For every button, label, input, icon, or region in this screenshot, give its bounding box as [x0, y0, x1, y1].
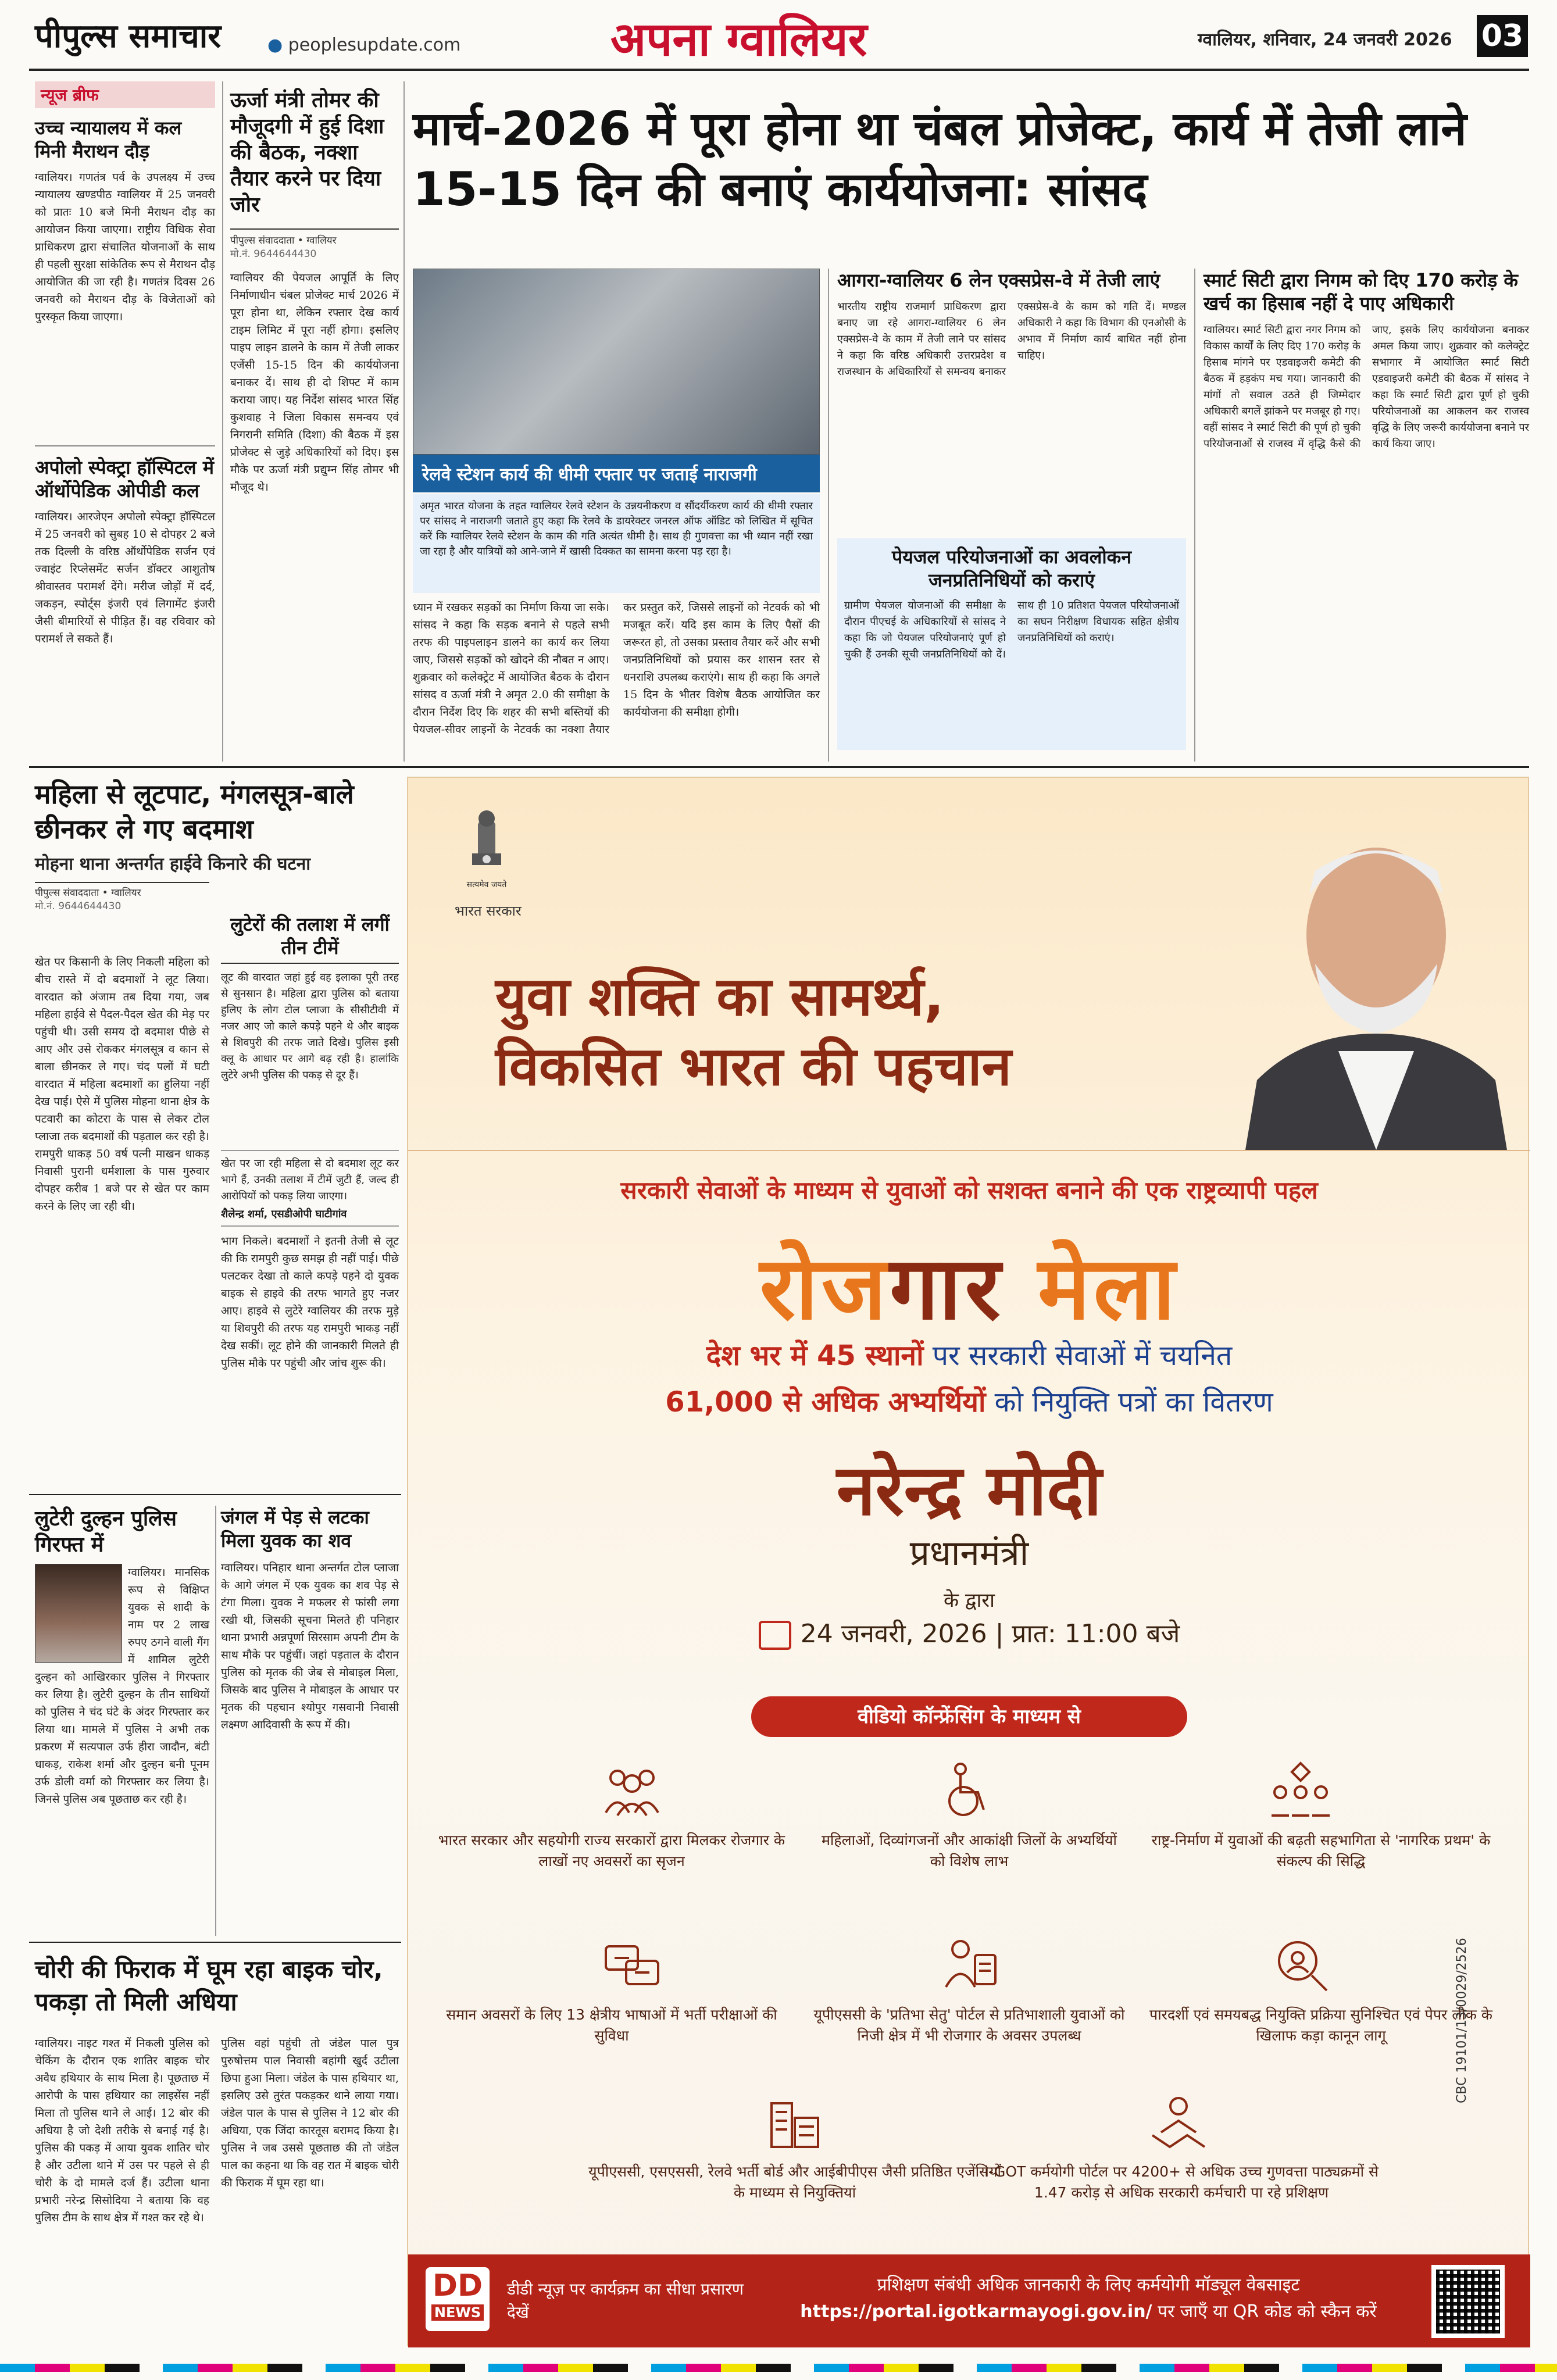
brief-label: न्यूज ब्रीफ [35, 81, 215, 108]
website-link[interactable]: ● peoplesupdate.com [267, 35, 461, 55]
rozgar-mela-title: रोजगार मेला [759, 1238, 1179, 1339]
ad-stat-line-2: 61,000 से अधिक अभ्यर्थियों को नियुक्ति पत्रों का वितरण [665, 1386, 1273, 1418]
bike-headline: चोरी की फिराक में घूम रहा बाइक चोर, पकड़ा तो मिली अधिया [35, 1955, 383, 2016]
agencies-icon [763, 2092, 827, 2150]
forest-body: ग्वालियर। पनिहार थाना अन्तर्गत टोल प्लाजा के आगे जंगल में एक युवक का शव पेड़ से टंगा मिला। युवक ने मफलर से फांसी लगा रखी थी, जिसकी सूचना मिलते ही पनिहार थाना प्रभारी अन्नपूर्णा सिरसाम अपनी टीम के साथ मौके पर पहुंचीं। जहां पड़ताल के दौरान पुलिस को मृतक की जेब से मोबाइल मिला, जिसके बाद पुलिस ने मोबाइल के आधार पर मृतक की पहचान श्योपुर गसवानी निवासी लक्ष्मण आदिवासी के रूप में की। [221, 1561, 399, 1731]
lead-caption-body: अमृत भारत योजना के तहत ग्वालियर रेलवे स्टेशन के उन्नयनीकरण व सौंदर्यीकरण कार्य की धीमी रफ्तार पर सांसद ने नाराजगी जताते हुए कहा कि रेलवे के डायरेक्टर जनरल ऑफ ऑडिट को लिखित में सूचित करें कि ग्वालियर रेलवे स्टेशन के काम की गति अत्यंत धीमी है। साथ ही गुणवत्ता का भी ध्यान नहीं रखा जा रहा है और यात्रियों को आने-जाने में खासी दिक्कत का सामना करना पड़ रहा है। [413, 494, 820, 593]
side-story-headline: ऊर्जा मंत्री तोमर की मौजूदगी में हुई दिशा की बैठक, नक्शा तैयार करने पर दिया जोर [230, 88, 384, 217]
col-divider [222, 81, 223, 762]
side-story [230, 87, 399, 682]
feature-6: पारदर्शी एवं समयबद्ध नियुक्ति प्रक्रिया सुनिश्चित एवं पेपर लीक के खिलाफ कड़ा कानून लागू [1149, 2006, 1492, 2044]
col-divider [403, 81, 405, 762]
expressway-headline: आगरा-ग्वालियर 6 लेन एक्सप्रेस-वे में तेजी लाएं [837, 269, 1160, 291]
pratibha-setu-icon [937, 1935, 1001, 1993]
smart-city-story [1204, 269, 1529, 764]
lead-photo [413, 269, 820, 455]
bike-body: ग्वालियर। नाइट गश्त में निकली पुलिस को चेकिंग के दौरान एक शातिर बाइक चोर अवैध हथियार के साथ मिला है। पूछताछ में आरोपी के पास हथियार का लाइसेंस नहीं मिला तो पुलिस थाने ले आई। 12 बोर की अधिया है जो देशी तरीके से बनाई गई है। पुलिस की पकड़ में आया युवक शातिर चोर है और उटीला थाने में उस पर पहले से ही चोरी के दो मामले दर्ज हैं। उटीला थाना प्रभारी नरेन्द्र सिसोदिया ने बताया कि वह पुलिस टीम के साथ क्षेत्र में गश्त कर रहे थे। [35, 2037, 209, 2224]
ad-stat-line-1: देश भर में 45 स्थानों पर सरकारी सेवाओं में चयनित [706, 1339, 1233, 1372]
water-headline: पेयजल परियोजनाओं का अवलोकन जनप्रतिनिधियों को कराएं [892, 546, 1131, 591]
dd-news-logo: DD NEWS [426, 2267, 490, 2331]
brief-title-2: अपोलो स्पेक्ट्रा हॉस्पिटल में ऑर्थोपेडिक ओपीडी कल [35, 456, 214, 502]
training-info: प्रशिक्षण संबंधी अधिक जानकारी के लिए कर्मयोगी मॉड्यूल वेबसाइट https://portal.igotkarmayogi.gov.in/ पर जाएँ या QR कोड को स्कैन करें [800, 2275, 1377, 2322]
lead-headline: मार्च-2026 में पूरा होना था चंबल प्रोजेक्ट, कार्य में तेजी लाने 15-15 दिन की बनाएं कार्ययोजना: सांसद [413, 102, 1467, 216]
rozgar-mela-ad [407, 777, 1529, 2346]
expressway-body: भारतीय राष्ट्रीय राजमार्ग प्राधिकरण द्वारा बनाए जा रहे आगरा-ग्वालियर 6 लेन एक्सप्रेस-वे के काम में तेजी लाने पर सांसद ने कहा कि वरिष्ठ अधिकारी उत्तरप्रदेश व राजस्थान के अधिकारियों से समन्वय बनाकर एक्सप्रेस-वे के काम को गति दें। मण्डल अधिकारी ने कहा कि विभाग की एनओसी के अभाव में निर्माण कार्य बाधित नहीं होना चाहिए। [837, 301, 1186, 378]
section-title: अपना ग्वालियर [610, 12, 867, 66]
pm-name: नरेन्द्र मोदी [837, 1450, 1102, 1531]
bride-body: ग्वालियर। मानसिक रूप से विक्षिप्त युवक से शादी के नाम पर 2 लाख रुपए ठगने वाली गैंग में शामिल लुटेरी दुल्हन को आखिरकार पुलिस ने गिरफ्तार कर लिया है। लुटेरी दुल्हन के तीन साथियों को पुलिस ने चंद घंटे के अंदर गिरफ्तार कर लिया था। मामले में पुलिस ने अभी तक प्रकरण में सत्यपाल उर्फ हीरा जादौन, बंटी धाकड़, राकेश शर्मा और दुल्हन बनी पूनम उर्फ डोली वर्मा को गिरफ्तार कर लिया है। जिनसे पुलिस अब पूछताछ कर रही है। [35, 1566, 209, 1806]
ashoka-emblem: सत्यमेव जयते [455, 801, 519, 890]
smart-city-body: ग्वालियर। स्मार्ट सिटी द्वारा नगर निगम को विकास कार्यों के लिए दिए 170 करोड़ के हिसाब मांगने पर एडवाइजरी कमेटी की बैठक में हड़कंप मच गया। जानकारी की मांगों तो सवाल उठते ही जिम्मेदार अधिकारी बगलें झांकने पर मजबूर हो गए। वहीं सांसद ने स्मार्ट सिटी की पूर्ण हो चुकी परियोजनाओं से राजस्व में वृद्धि कैसे की जाए, इसके लिए कार्ययोजना बनाकर अमल किया जाए। शुक्रवार को कलेक्ट्रेट सभागार में आयोजित स्मार्ट सिटी एडवाइजरी कमेटी की बैठक में सांसद ने कहा कि स्मार्ट सिटी द्वारा पूर्ण हो चुकी परियोजनाओं का आकलन कर राजस्व वृद्धि के लिए जरूरी कार्ययोजना बनाने पर कार्य किया जाए। [1204, 324, 1529, 450]
lead-body: ध्यान में रखकर सड़कों का निर्माण किया जा सके। सांसद ने कहा कि सड़क बनाने से पहले सभी तरफ की पाइपलाइन डालने का कार्य कर लिया जाए, जिससे सड़कों को खोदने की नौबत न आए। शुक्रवार को कलेक्ट्रेट में आयोजित बैठक के दौरान सांसद व ऊर्जा मंत्री ने अमृत 2.0 की समीक्षा के दौरान निर्देश दिए कि शहर की सभी बस्तियों की पेयजल-सीवर लाइनों के नेटवर्क का नक्शा तैयार कर प्रस्तुत करें, जिससे लाइनों को नेटवर्क को भी मजबूत करें। यदि इस काम के लिए पैसों की जरूरत हो, तो उसका प्रस्ताव तैयार करें और सभी जनप्रतिनिधियों को प्रयास कर शासन स्तर से धनराशि उपलब्ध कराएंगे। साथ ही कहा कि अगले 15 दिन के भीतर विशेष बैठक आयोजित कर कार्ययोजना की समीक्षा होगी। [413, 601, 820, 736]
masthead [0, 0, 1557, 70]
bride-photo [35, 1564, 122, 1663]
employment-icon [600, 1760, 664, 1818]
cbc-code: CBC 19101/13/0029/2526 [1455, 1938, 1469, 2103]
masthead-rule [29, 69, 1529, 71]
news-brief [35, 81, 215, 776]
ad-headline-1: युवा शक्ति का सामर्थ्य, [495, 966, 944, 1028]
page-number: 03 [1477, 15, 1528, 57]
feature-5: यूपीएससी के 'प्रतिभा सेतु' पोर्टल से प्रतिभाशाली युवाओं को निजी क्षेत्र में भी रोजगार के अवसर उपलब्ध [813, 2006, 1125, 2044]
theft-body-2: भाग निकले। बदमाशों ने इतनी तेजी से लूट की कि रामपुरी कुछ समझ ही नहीं पाई। पीछे पलटकर देखा तो काले कपड़े पहने दो युवक बाइक से हाइवे की तरफ भागते हुए नजर आए। हाइवे से लुटेरे ग्वालियर की तरफ मुड़े या शिवपुरी की तरफ यह रामपुरी भाकड़ नहीं देख सकीं। लूट होने की जानकारी मिलते ही पुलिस मौके पर पहुंची और जांच शुरू की। [221, 1235, 399, 1370]
ad-footer [408, 2254, 1530, 2347]
forest-story [221, 1506, 399, 1943]
qr-code[interactable] [1431, 2265, 1505, 2338]
globe-icon: ● [267, 35, 288, 55]
theft-box-headline: लुटेरों की तलाश में लगीं तीन टीमें [221, 913, 399, 964]
igot-portal-link[interactable]: https://portal.igotkarmayogi.gov.in/ [800, 2302, 1152, 2322]
bike-story [35, 1953, 399, 2018]
theft-headline: महिला से लूटपाट, मंगलसूत्र-बाले छीनकर ले गए बदमाश [35, 778, 354, 845]
feature-4: समान अवसरों के लिए 13 क्षेत्रीय भाषाओं में भर्ती परीक्षाओं की सुविधा [446, 2006, 777, 2044]
col-divider [828, 269, 829, 762]
lead-photo-caption: रेलवे स्टेशन कार्य की धीमी रफ्तार पर जताई नाराजगी [413, 455, 820, 492]
brief-title-1: उच्च न्यायालय में कल मिनी मैराथन दौड़ [35, 117, 182, 162]
emblem-icon [455, 801, 519, 877]
ad-divider [408, 1150, 1530, 1151]
training-icon [1147, 2092, 1210, 2150]
feature-2: महिलाओं, दिव्यांगजनों और आकांक्षी जिलों के अभ्यर्थियों को विशेष लाभ [821, 1832, 1117, 1870]
dateline: ग्वालियर, शनिवार, 24 जनवरी 2026 [1198, 30, 1452, 50]
side-story-byline: पीपुल्स संवाददाता • ग्वालियर मो.नं. 9644644430 [230, 228, 399, 260]
smart-city-headline: स्मार्ट सिटी द्वारा निगम को दिए 170 करोड़ के खर्च का हिसाब नहीं दे पाए अधिकारी [1204, 269, 1519, 315]
feature-7: यूपीएससी, एसएससी, रेलवे भर्ती बोर्ड और आईबीपीएस जैसी प्रतिष्ठित एजेंसियों के माध्यम से नियुक्तियां [588, 2163, 1001, 2201]
theft-subhead: मोहना थाना अन्तर्गत हाईवे किनारे की घटना [35, 854, 311, 874]
feature-8: i-GOT कर्मयोगी पोर्टल पर 4200+ से अधिक उच्च गुणवत्ता पाठ्यक्रमों से 1.47 करोड़ से अधिक सरकारी कर्मचारी पा रहे प्रशिक्षण [984, 2163, 1379, 2201]
brief-body-2: ग्वालियर। आरजेएन अपोलो स्पेक्ट्रा हॉस्पिटल में 25 जनवरी को सुबह 10 से दोपहर 2 बजे तक दिल्ली के वरिष्ठ ऑर्थोपेडिक सर्जन एवं ज्वाइंट रिप्लेसमेंट सर्जन डॉक्टर आशुतोष श्रीवास्तव परामर्श देंगे। मरीज जोड़ों में दर्द, जकड़न, स्पोर्ट्स इंजरी एवं लिगामेंट इंजरी जैसी बीमारियों से पीड़ित हैं। वह रविवार को परामर्श ले सकते हैं। [35, 510, 215, 645]
water-body: ग्रामीण पेयजल योजनाओं की समीक्षा के दौरान पीएचई के अधिकारियों से सांसद ने कहा कि जो पेयजल परियोजनाएं पूर्ण हो चुकी हैं उनकी सूची जनप्रतिनिधियों को दें। साथ ही 10 प्रतिशत पेयजल परियोजनाओं का सघन निरीक्षण विधायक सहित क्षेत्रीय जनप्रतिनिधियों को कराएं। [844, 599, 1179, 660]
water-box [837, 538, 1186, 750]
expressway-story [837, 269, 1186, 750]
side-story-body: ग्वालियर की पेयजल आपूर्ति के लिए निर्माणाधीन चंबल प्रोजेक्ट मार्च 2026 में पूरा होना था, लेकिन रफ्तार देख कार्य टाइम लिमिट में पूरा नहीं होगा। इसलिए पाइप लाइन डालने के काम में तेजी लाकर एजेंसी 15-15 दिन की कार्ययोजना बनाकर दें। साथ ही दो शिफ्ट में काम कराया जाए। यह निर्देश सांसद भारत सिंह कुशवाह ने जिला विकास समन्वय एवं निगरानी समिति (दिशा) की बैठक में इस प्रोजेक्ट से जुड़े अधिकारियों को दिए। इस मौके पर ऊर्जा मंत्री प्रद्युम्न सिंह तोमर भी मौजूद थे। [230, 271, 399, 494]
brief-body-1: ग्वालियर। गणतंत्र पर्व के उपलक्ष्य में उच्च न्यायालय खण्डपीठ ग्वालियर में 25 जनवरी को प्रातः 10 बजे मिनी मैराथन दौड़ का आयोजन किया जाएगा। राष्ट्रीय विधिक सेवा प्राधिकरण द्वारा संचालित योजनाओं के साथ ही पहली सुरक्षा सांकेतिक रूप से मैराथन दौड़ आयोजित की जा रही है। गणतंत्र दिवस 26 जनवरी को मैराथन दौड़ के विजेताओं को पुरस्कृत किया जाएगा। [35, 171, 215, 323]
accessibility-icon [937, 1760, 1001, 1818]
theft-byline: पीपुल्स संवाददाता • ग्वालियर मो.नं. 9644644430 [35, 882, 209, 912]
video-conf-banner: वीडियो कॉन्फ्रेंसिंग के माध्यम से [751, 1696, 1187, 1737]
section-rule [29, 1494, 401, 1495]
bike-body-2: पुलिस वहां पहुंची तो जंडेल पाल पुत्र पुरुषोत्तम पाल निवासी बहांगी खुर्द उटीला छिपा हुआ मिला। जंडेल के पास हथियार था, इसलिए उसे तुरंत पकड़कर थाने लाया गया। जंडेल पाल के पास से पुलिस ने 12 बोर की अधिया, एक जिंदा कारतूस बरामद किया है। पुलिस ने जब उससे पूछताछ की तो जंडेल पाल का कहना था कि वह रात में बाइक चोरी की फिराक में घूम रहा था। [221, 2037, 399, 2189]
registration-marks [0, 2364, 1557, 2372]
ad-by: के द्वारा [944, 1589, 995, 1612]
calendar-icon [759, 1621, 791, 1650]
col-divider [1194, 269, 1195, 762]
event-datetime: 24 जनवरी, 2026 | प्रात: 11:00 बजे [408, 1615, 1530, 1650]
transparency-icon [1269, 1935, 1333, 1993]
section-rule [29, 1942, 401, 1943]
theft-box-body: लूट की वारदात जहां हुई वह इलाका पूरी तरह से सुनसान है। महिला द्वारा पुलिस को बताया हुलिए के लोग टोल प्लाजा के सीसीटीवी में नजर आए जो काले कपड़े पहने थे और बाइक से शिवपुरी की तरफ जाते दिखे। पुलिस इसी क्लू के आधार पर आगे बढ़ रही है। हालांकि लुटेरे अभी पुलिस की पकड़ से दूर हैं। [221, 971, 399, 1081]
languages-icon [600, 1935, 664, 1993]
feature-1: भारत सरकार और सहयोगी राज्य सरकारों द्वारा मिलकर रोजगार के लाखों नए अवसरों का सृजन [438, 1832, 785, 1870]
brand-logo: पीपुल्स समाचार [35, 17, 222, 55]
dd-broadcast-text: डीडी न्यूज़ पर कार्यक्रम का सीधा प्रसारण देखें [507, 2279, 744, 2322]
theft-story [35, 777, 399, 912]
ad-headline-2: विकसित भारत की पहचान [495, 1035, 1012, 1098]
feature-3: राष्ट्र-निर्माण में युवाओं की बढ़ती सहभागिता से 'नागरिक प्रथम' के संकल्प की सिद्धि [1151, 1832, 1491, 1870]
ad-tagline: सरकारी सेवाओं के माध्यम से युवाओं को सशक्त बनाने की एक राष्ट्रव्यापी पहल [620, 1176, 1318, 1205]
quote-box: खेत पर जा रही महिला से दो बदमाश लूट कर भागे हैं, उनकी तलाश में टीमें जुटी हैं, जल्द ही आरोपियों को पकड़ लिया जाएगा। शैलेन्द्र शर्मा, एसडीओपी घाटीगांव [221, 1150, 399, 1227]
theft-body: खेत पर किसानी के लिए निकली महिला को बीच रास्ते में दो बदमाशों ने लूट लिया। वारदात को अंजाम तब दिया गया, जब महिला हाईवे से पैदल-पैदल खेत की मेड़ पर पहुंची थी। उसी समय दो बदमाश पीछे से आए और उसे रोककर मंगलसूत्र व कान से बाला छीनकर ले गए। चंद पलों में घटी वारदात में महिला बदमाशों का हुलिया नहीं देख पाई। ऐसे में पुलिस मोहना थाना क्षेत्र के पटवारी का कोटरा के पास से लेकर टोल प्लाजा तक बदमाशों की पड़ताल कर रही है। रामपुरी धाकड़ 50 वर्ष पत्नी माखन धाकड़ निवासी पुरानी धर्मशाला के पास गुरुवार दोपहर करीब 1 बजे पर से खेत पर काम करने के लिए जा रही थी। [35, 956, 209, 1213]
bride-headline: लुटेरी दुल्हन पुलिस गिरफ्त में [35, 1507, 177, 1557]
forest-headline: जंगल में पेड़ से लटका मिला युवक का शव [221, 1506, 369, 1552]
pm-designation: प्रधानमंत्री [909, 1533, 1029, 1574]
bride-story [35, 1506, 209, 1936]
pm-portrait [1222, 778, 1530, 1150]
gov-label: भारत सरकार [455, 903, 522, 919]
section-rule [29, 766, 1529, 768]
col-divider [215, 1506, 216, 1936]
theft-box [221, 913, 399, 1448]
citizens-icon [1269, 1760, 1333, 1818]
